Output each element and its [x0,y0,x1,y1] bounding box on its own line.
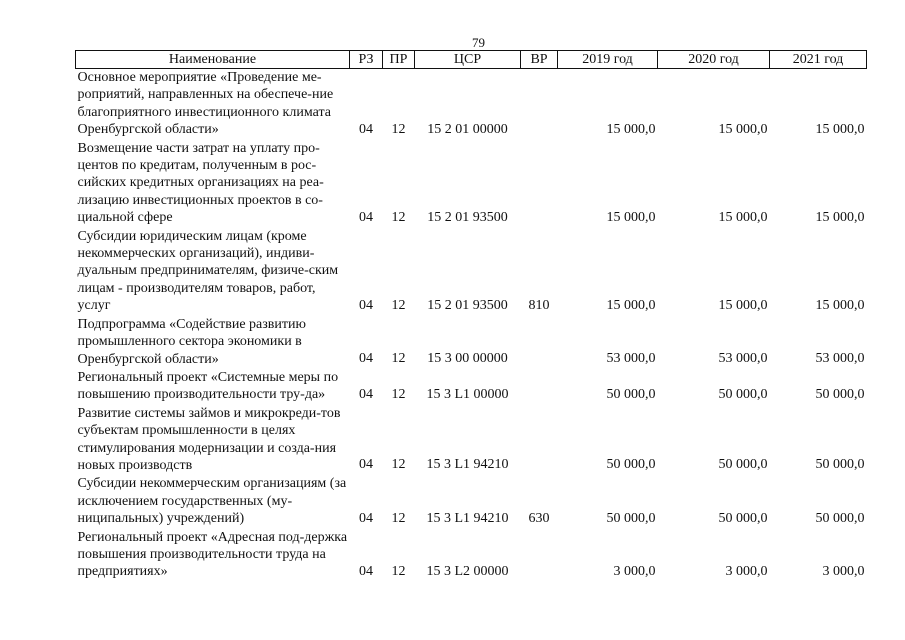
cell-2021: 50 000,0 [815,510,865,526]
cell-2021: 3 000,0 [822,563,865,579]
cell-csr: 15 2 01 00000 [427,121,508,137]
cell-name: Региональный проект «Адресная под-держка повышения производительности труда на предприятиях» [77,529,348,580]
cell-rz: 04 [359,457,373,473]
cell-rz: 04 [359,121,373,137]
cell-csr: 15 2 01 93500 [427,297,508,313]
cell-vr [521,405,558,476]
header-2019: 2019 год [558,51,658,69]
cell-name: Основное мероприятие «Проведение ме-роприятий, направленных на обеспече-ние благоприятного инвестиционного климата Оренбургской области» [77,70,334,138]
cell-rz: 04 [359,510,373,526]
header-rz: РЗ [350,51,383,69]
cell-pr: 12 [391,510,406,526]
table-row [76,405,867,476]
cell-2019: 50 000,0 [606,457,656,473]
cell-2019: 15 000,0 [606,297,656,313]
table-row [76,228,867,316]
cell-2020: 53 000,0 [718,350,768,366]
cell-2019: 15 000,0 [606,209,656,225]
cell-vr [521,140,558,228]
header-name: Наименование [76,51,350,69]
cell-vr: 630 [528,510,550,526]
table-row [76,140,867,228]
cell-pr: 12 [391,563,406,579]
cell-2021: 15 000,0 [815,121,865,137]
table-row [76,316,867,369]
cell-rz: 04 [359,209,373,225]
cell-csr: 15 3 L2 00000 [426,563,509,579]
cell-csr: 15 3 L1 94210 [426,457,509,473]
table-row [76,529,867,582]
header-row [76,51,867,69]
cell-2021: 50 000,0 [815,386,865,402]
cell-2019: 50 000,0 [606,510,656,526]
cell-2019: 3 000,0 [613,563,656,579]
cell-2019: 53 000,0 [606,350,656,366]
table-row [76,69,867,140]
cell-2020: 50 000,0 [718,457,768,473]
cell-csr: 15 3 00 00000 [427,350,508,366]
budget-table [75,50,867,582]
table-row [76,369,867,405]
cell-pr: 12 [391,121,406,137]
table-row [76,475,867,528]
cell-csr: 15 3 L1 00000 [426,386,509,402]
cell-2019: 15 000,0 [606,121,656,137]
cell-name: Субсидии некоммерческим организациям (за исключением государственных (му-ниципальных) учреждений) [77,476,347,527]
cell-name: Развитие системы займов и микрокреди-тов субъектам промышленности в целях стимулирования модернизации и созда-ния новых производств [77,405,341,473]
cell-name: Возмещение части затрат на уплату про-центов по кредитам, полученным в рос-сийских кредитных организациях на реа-лизацию инвестиционных проектов в со-циальной сфере [77,140,324,226]
cell-vr [521,369,558,405]
header-2021: 2021 год [770,51,867,69]
cell-rz: 04 [359,350,373,366]
cell-2020: 50 000,0 [718,386,768,402]
cell-csr: 15 2 01 93500 [427,209,508,225]
cell-2019: 50 000,0 [606,386,656,402]
cell-2021: 53 000,0 [815,350,865,366]
cell-csr: 15 3 L1 94210 [426,510,509,526]
cell-name: Субсидии юридическим лицам (кроме некоммерческих организаций), индиви-дуальным предпринимателям, физиче-ским лицам - производителям товаров, работ, услуг [77,228,339,314]
cell-rz: 04 [359,386,373,402]
cell-rz: 04 [359,563,373,579]
header-2020: 2020 год [658,51,770,69]
cell-name: Региональный проект «Системные меры по повышению производительности тру-да» [77,369,339,403]
cell-vr [521,529,558,582]
cell-pr: 12 [391,297,406,313]
cell-2021: 50 000,0 [815,457,865,473]
cell-pr: 12 [391,386,406,402]
header-pr: ПР [383,51,415,69]
page-number: 79 [472,35,485,50]
cell-pr: 12 [391,457,406,473]
cell-name: Подпрограмма «Содействие развитию промышленного сектора экономики в Оренбургской области» [77,316,306,367]
header-csr: ЦСР [415,51,521,69]
cell-vr [521,69,558,140]
header-vr: ВР [521,51,558,69]
cell-2020: 3 000,0 [725,563,768,579]
cell-pr: 12 [391,209,406,225]
cell-2020: 15 000,0 [718,121,768,137]
cell-2021: 15 000,0 [815,209,865,225]
cell-pr: 12 [391,350,406,366]
cell-vr: 810 [528,297,550,313]
cell-vr [521,316,558,369]
cell-2020: 15 000,0 [718,297,768,313]
cell-2021: 15 000,0 [815,297,865,313]
cell-rz: 04 [359,297,373,313]
cell-2020: 50 000,0 [718,510,768,526]
cell-2020: 15 000,0 [718,209,768,225]
